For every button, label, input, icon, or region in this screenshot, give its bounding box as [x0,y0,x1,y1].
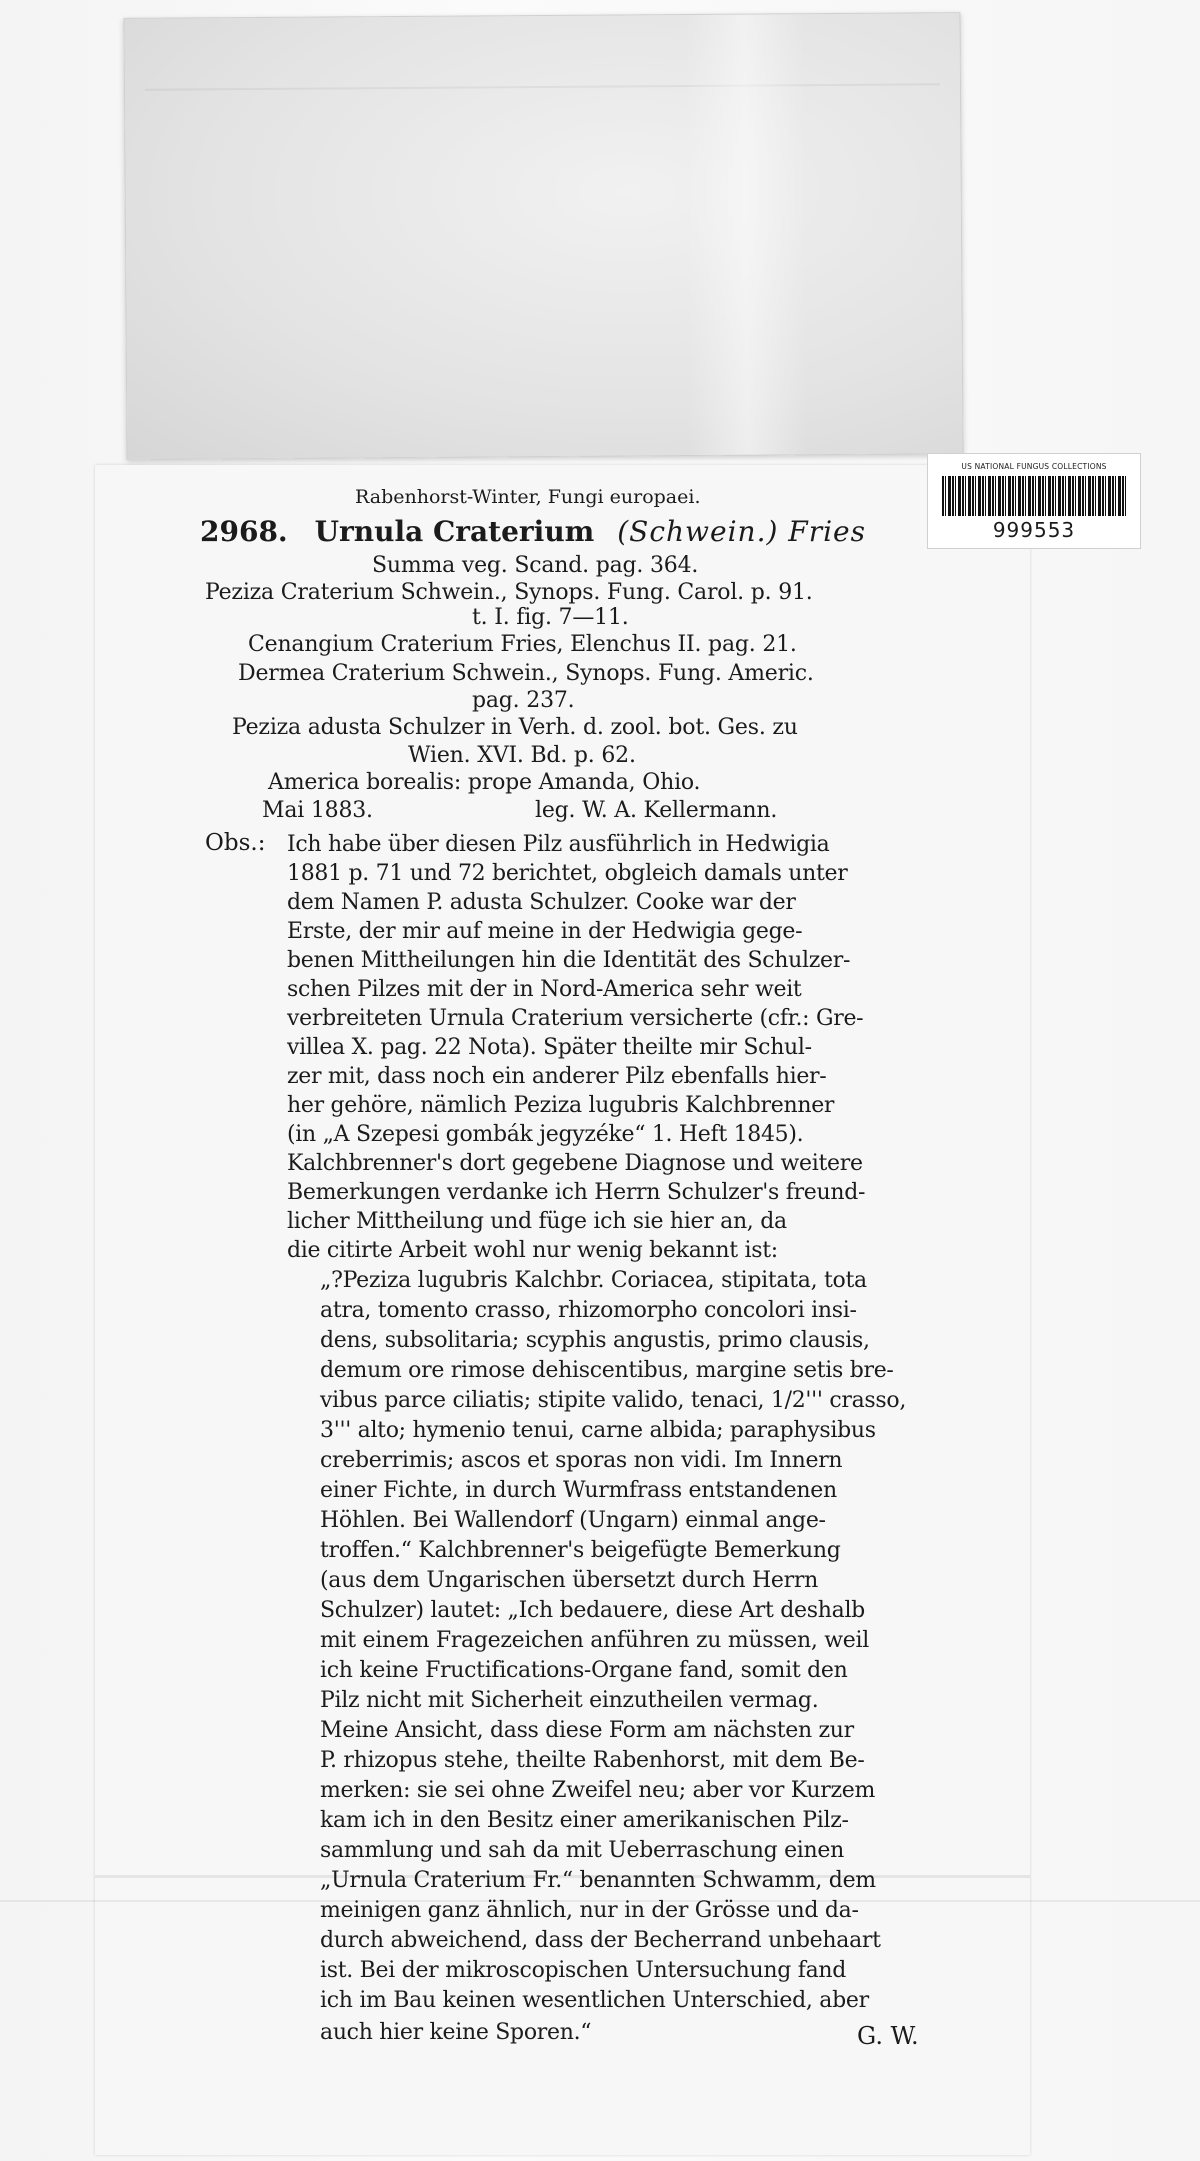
locality-line: America borealis: prope Amanda, Ohio. [268,770,701,795]
synonymy-line: Wien. XVI. Bd. p. 62. [408,743,636,768]
observation-line: benen Mittheilungen hin die Identität des Schulzer- [287,948,851,973]
packet-flap-crease [145,83,940,91]
quoted-diagnosis-line: meinigen ganz ähnlich, nur in der Grösse und da- [320,1898,859,1923]
quoted-diagnosis-line: Schulzer) lautet: „Ich bedauere, diese Art deshalb [320,1598,865,1623]
quoted-diagnosis-line: vibus parce ciliatis; stipite valido, tenaci, 1/2''' crasso, [320,1388,907,1413]
quoted-diagnosis-line: einer Fichte, in durch Wurmfrass entstandenen [320,1478,837,1503]
observation-line: Bemerkungen verdanke ich Herrn Schulzer's freund- [287,1180,866,1205]
species-name: Urnula Craterium [314,515,595,548]
collection-date: Mai 1883. [262,798,373,823]
exsiccata-series: Rabenhorst-Winter, Fungi europaei. [355,486,701,508]
synonymy-line: Cenangium Craterium Fries, Elenchus II. pag. 21. [248,632,797,657]
quoted-diagnosis-line: durch abweichend, dass der Becherrand unbehaart [320,1928,881,1953]
barcode-institution: US NATIONAL FUNGUS COLLECTIONS [961,462,1107,471]
observation-line: schen Pilzes mit der in Nord-America sehr weit [287,977,802,1002]
exsiccata-number: 2968. [200,515,288,548]
quoted-diagnosis-line: auch hier keine Sporen.“ [320,2020,592,2045]
quoted-diagnosis-line: ich im Bau keinen wesentlichen Unterschied, aber [320,1988,869,2013]
synonymy-line: Peziza Craterium Schwein., Synops. Fung. Carol. p. 91. [205,580,813,605]
specimen-headline [200,515,866,548]
observation-line: verbreiteten Urnula Craterium versicherte (cfr.: Gre- [287,1006,864,1031]
observation-line: zer mit, dass noch ein anderer Pilz ebenfalls hier- [287,1064,827,1089]
quoted-diagnosis-line: troffen.“ Kalchbrenner's beigefügte Bemerkung [320,1538,841,1563]
quoted-diagnosis-line: merken: sie sei ohne Zweifel neu; aber vor Kurzem [320,1778,876,1803]
observation-line: dem Namen P. adusta Schulzer. Cooke war der [287,890,796,915]
quoted-diagnosis-line: kam ich in den Besitz einer amerikanischen Pilz- [320,1808,849,1833]
quoted-diagnosis-line: P. rhizopus stehe, theilte Rabenhorst, mit dem Be- [320,1748,865,1773]
synonymy-line: Peziza adusta Schulzer in Verh. d. zool. bot. Ges. zu [232,715,798,740]
synonymy-line: Summa veg. Scand. pag. 364. [372,553,699,578]
observation-line: Kalchbrenner's dort gegebene Diagnose und weitere [287,1151,863,1176]
packet-fold-highlight [684,14,807,455]
quoted-diagnosis-line: ist. Bei der mikroscopischen Untersuchung fand [320,1958,847,1983]
quoted-diagnosis-line: Meine Ansicht, dass diese Form am nächsten zur [320,1718,854,1743]
quoted-diagnosis-line: „Urnula Craterium Fr.“ benannten Schwamm, dem [320,1868,876,1893]
quoted-diagnosis-line: dens, subsolitaria; scyphis angustis, primo clausis, [320,1328,870,1353]
observation-line: her gehöre, nämlich Peziza lugubris Kalchbrenner [287,1093,835,1118]
quoted-diagnosis-line: (aus dem Ungarischen übersetzt durch Herrn [320,1568,818,1593]
barcode-bars-icon [942,476,1126,516]
author-signature: G. W. [857,2022,919,2050]
barcode-label [927,453,1141,549]
quoted-diagnosis-line: atra, tomento crasso, rhizomorpho concolori insi- [320,1298,857,1323]
observation-line: Erste, der mir auf meine in der Hedwigia gege- [287,919,803,944]
observation-line: die citirte Arbeit wohl nur wenig bekannt ist: [287,1238,778,1263]
observation-tag: Obs.: [205,830,266,856]
synonymy-line: Dermea Craterium Schwein., Synops. Fung. Americ. [238,661,814,686]
quoted-diagnosis-line: Höhlen. Bei Wallendorf (Ungarn) einmal ange- [320,1508,826,1533]
quoted-diagnosis-line: 3''' alto; hymenio tenui, carne albida; paraphysibus [320,1418,876,1443]
barcode-number: 999553 [992,518,1076,542]
quoted-diagnosis-line: Pilz nicht mit Sicherheit einzutheilen vermag. [320,1688,819,1713]
quoted-diagnosis-line: demum ore rimose dehiscentibus, margine setis bre- [320,1358,894,1383]
synonymy-line: t. I. fig. 7—11. [472,605,629,630]
collector-line: leg. W. A. Kellermann. [535,798,778,823]
observation-line: villea X. pag. 22 Nota). Später theilte mir Schul- [287,1035,812,1060]
observation-line: 1881 p. 71 und 72 berichtet, obgleich damals unter [287,861,848,886]
quoted-diagnosis-line: mit einem Fragezeichen anführen zu müssen, weil [320,1628,869,1653]
specimen-packet [123,12,963,460]
quoted-diagnosis-line: sammlung und sah da mit Ueberraschung einen [320,1838,845,1863]
species-authority: (Schwein.) Fries [617,515,866,548]
observation-line: licher Mittheilung und füge ich sie hier an, da [287,1209,787,1234]
quoted-diagnosis-line: creberrimis; ascos et sporas non vidi. Im Innern [320,1448,843,1473]
synonymy-line: pag. 237. [472,688,575,713]
quoted-diagnosis-line: ich keine Fructifications-Organe fand, somit den [320,1658,848,1683]
observation-line: (in „A Szepesi gombák jegyzéke“ 1. Heft 1845). [287,1122,804,1147]
quoted-diagnosis-line: „?Peziza lugubris Kalchbr. Coriacea, stipitata, tota [320,1268,867,1293]
observation-line: Ich habe über diesen Pilz ausführlich in Hedwigia [287,832,830,857]
